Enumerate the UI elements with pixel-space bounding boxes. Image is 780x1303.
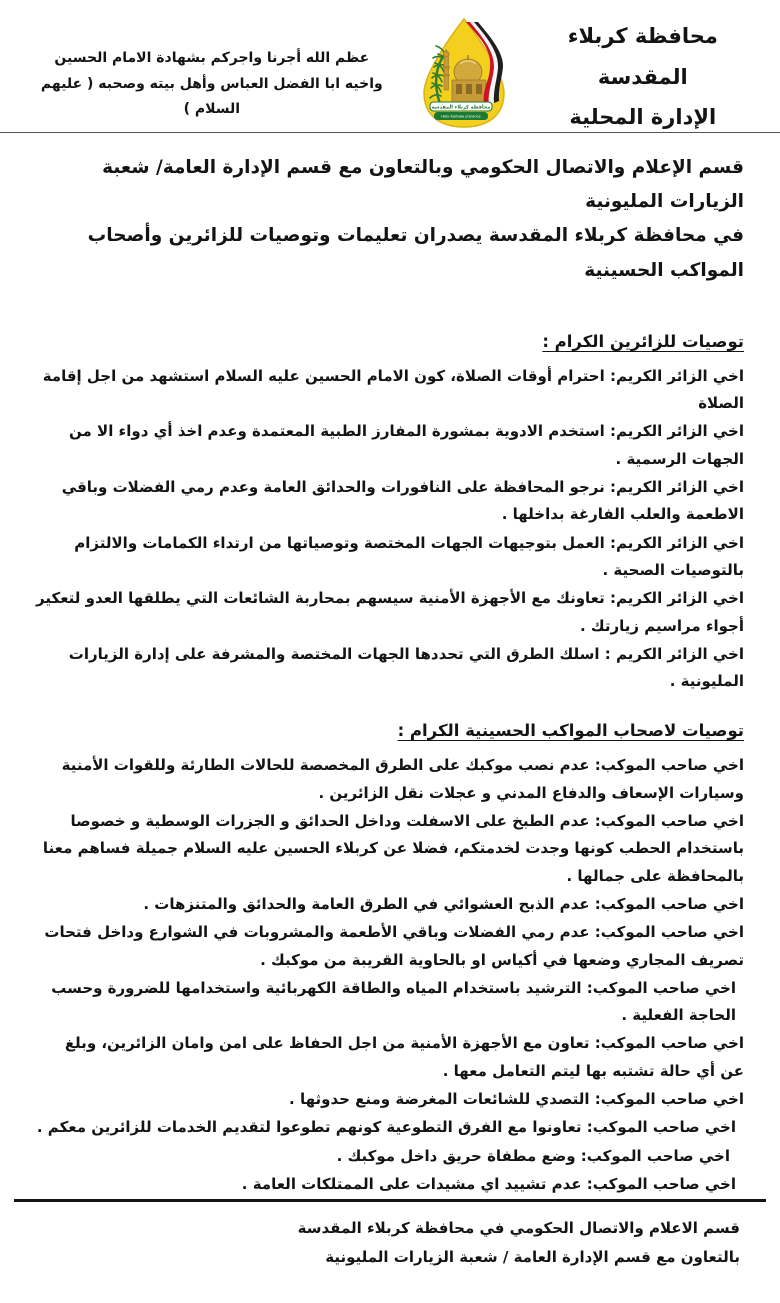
blessing-text bbox=[24, 46, 400, 126]
recommendation-item: اخي صاحب الموكب: عدم الذبح العشوائي في الطرق العامة والحدائق والمتنزهات . bbox=[143, 894, 744, 913]
logo-banner bbox=[430, 102, 492, 120]
letterhead bbox=[0, 0, 780, 132]
recommendation-item: اخي صاحب الموكب: عدم نصب موكبك على الطرق المخصصة للحالات الطارئة وللقوات الأمنية وسيارات الإسعاف والدفاع المدني و عجلات نقل الزائرين . bbox=[61, 756, 744, 802]
procession-owners-section-heading: توصيات لاصحاب المواكب الحسينية الكرام : bbox=[397, 721, 744, 741]
recommendation-item: اخي صاحب الموكب: وضع مطفاة حريق داخل موكبك . bbox=[336, 1146, 730, 1165]
recommendation-item: اخي الزائر الكريم: العمل بتوجيهات الجهات المختصة وتوصياتها من ارتداء الكمامات والالتزام بالتوصيات الصحية . bbox=[74, 533, 744, 579]
recommendation-item: اخي صاحب الموكب: عدم تشييد اي مشيدات على الممتلكات العامة . bbox=[241, 1174, 736, 1193]
recommendation-item: اخي صاحب الموكب: عدم الطبخ على الاسفلت وداخل الحدائق و الجزرات الوسطية و خصوصا باستخدام الحطب كونها وجدت لخدمتكم، فضلا عن كربلاء الحسين عليه السلام جميلة فساهم معنا بالمحافظة على جمالها . bbox=[42, 812, 744, 885]
recommendation-item: اخي صاحب الموكب: التصدي للشائعات المغرضة ومنع حدوثها . bbox=[289, 1090, 744, 1108]
footer-line1: قسم الاعلام والاتصال الحكومي في محافظة كربلاء المقدسة bbox=[297, 1219, 740, 1238]
blessing-line2: واخيه ابا الفضل العباس وأهل بيته وصحبه ( عليهم السلام ) bbox=[40, 75, 383, 117]
procession-owners-recommendations-section bbox=[36, 721, 744, 1198]
recommendation-item: اخي صاحب الموكب: تعاون مع الأجهزة الأمنية من اجل الحفاظ على امن وامان الزائرين، وبلغ عن أي حالة تشتبه بها ليتم التعامل معها . bbox=[64, 1034, 744, 1080]
visitors-recommendations-section bbox=[36, 332, 744, 696]
logo-banner-english-text: Holy Karbala province bbox=[440, 114, 481, 119]
organization-department: الإدارة المحلية bbox=[569, 105, 717, 130]
document-title-line2: في محافظة كربلاء المقدسة يصدران تعليمات وتوصيات للزائرين وأصحاب المواكب الحسينية bbox=[87, 225, 744, 281]
governorate-logo-emblem bbox=[400, 16, 528, 130]
recommendation-item: اخي الزائر الكريم : اسلك الطرق التي تحددها الجهات المختصة والمشرفة على إدارة الزيارات المليونية . bbox=[68, 644, 744, 691]
document-title-line1: قسم الإعلام والاتصال الحكومي وبالتعاون مع قسم الإدارة العامة/ شعبة الزيارات المليونية bbox=[102, 157, 744, 213]
recommendation-item: اخي الزائر الكريم: تعاونك مع الأجهزة الأمنية سيسهم بمحاربة الشائعات التي يطلقها العدو لتعكير أجواء مراسيم زيارتك . bbox=[36, 589, 744, 635]
document-title bbox=[36, 151, 744, 288]
recommendation-item: اخي الزائر الكريم: استخدم الادوية بمشورة المفارز الطبية المعتمدة وعدم اخذ أي دواء الا من الجهات الرسمية . bbox=[69, 422, 744, 468]
recommendation-item: اخي صاحب الموكب: الترشيد باستخدام المياه والطاقة الكهربائية واستخدامها للضرورة وحسب الحاجة الفعلية . bbox=[51, 978, 736, 1025]
visitors-section-heading: توصيات للزائرين الكرام : bbox=[542, 331, 744, 351]
recommendation-item: اخي الزائر الكريم: احترام أوقات الصلاة، كون الامام الحسين عليه السلام استشهد من اجل إقامة الصلاة bbox=[42, 366, 744, 413]
document-footer bbox=[0, 1199, 780, 1303]
document-body bbox=[0, 133, 780, 1199]
recommendation-item: اخي صاحب الموكب: تعاونوا مع الفرق التطوعية كونهم تطوعوا لتقديم الخدمات للزائرين معكم . bbox=[36, 1118, 736, 1137]
logo-banner-arabic-text: محافظة كربلاء المقدسة bbox=[431, 104, 491, 111]
recommendation-item: اخي صاحب الموكب: عدم رمي الفضلات وباقي الأطعمة والمشروبات في الشوارع وداخل فتحات تصريف المجاري وضعها في أكياس او بالحاوية القريبة من موكبك . bbox=[44, 923, 744, 969]
organization-title bbox=[528, 16, 758, 139]
footer-signature bbox=[0, 1202, 780, 1273]
footer-line2: بالتعاون مع قسم الإدارة العامة / شعبة الزيارات المليونية bbox=[325, 1248, 740, 1267]
recommendation-item: اخي الزائر الكريم: نرجو المحافظة على النافورات والحدائق العامة وعدم رمي الفضلات وباقي الاطعمة والعلب الفارغة بداخلها . bbox=[61, 478, 744, 524]
governorate-logo bbox=[400, 16, 528, 130]
blessing-line1: عظم الله أجرنا واجركم بشهادة الامام الحسين bbox=[54, 50, 370, 67]
organization-name: محافظة كربلاء المقدسة bbox=[567, 23, 718, 89]
